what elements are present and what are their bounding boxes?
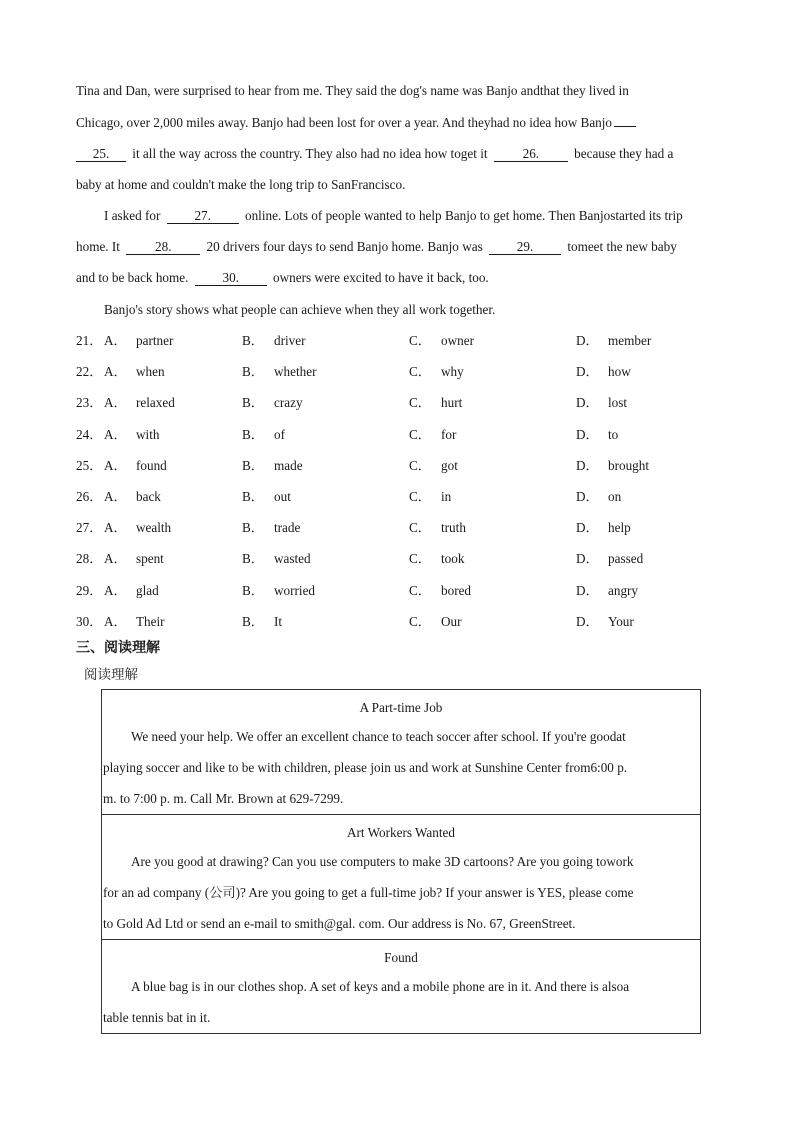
option-text: It xyxy=(274,613,283,629)
option-c[interactable] xyxy=(409,425,456,445)
option-letter: D． xyxy=(576,520,599,536)
question-number: 28． xyxy=(76,551,103,567)
option-letter: C． xyxy=(409,457,431,473)
option-letter: A． xyxy=(104,520,127,536)
option-text: spent xyxy=(136,551,164,567)
option-letter: B． xyxy=(242,613,264,629)
option-text: to xyxy=(608,426,619,442)
option-c[interactable] xyxy=(409,456,458,476)
passage-text: Chicago, over 2,000 miles away. Banjo had been lost for over a year. And theyhad no idea how Banjo xyxy=(76,115,613,130)
ad-line: m. to 7:00 p. m. Call Mr. Brown at 629-7299. xyxy=(103,791,344,806)
question-row xyxy=(76,331,726,351)
option-c[interactable] xyxy=(409,362,464,382)
question-row xyxy=(76,393,726,413)
question-number: 26． xyxy=(76,489,103,504)
option-letter: B． xyxy=(242,457,264,473)
option-b[interactable] xyxy=(242,425,285,445)
option-letter: A． xyxy=(104,426,127,442)
option-b[interactable] xyxy=(242,581,315,601)
option-letter: C． xyxy=(409,582,431,598)
answer-blank[interactable] xyxy=(614,126,636,127)
question-number: 29． xyxy=(76,582,103,598)
option-b[interactable] xyxy=(242,487,291,507)
option-letter: B． xyxy=(242,426,264,442)
question-row xyxy=(76,549,726,569)
option-a[interactable] xyxy=(104,425,159,445)
passage-line: Tina and Dan, were surprised to hear from me. They said the dog's name was Banjo andthat they lived in xyxy=(76,83,629,98)
passage-text: online. Lots of people wanted to help Banjo to get home. Then Banjostarted its trip xyxy=(244,208,683,223)
question-number: 30． xyxy=(76,613,103,629)
option-text: lost xyxy=(608,395,628,411)
question-row xyxy=(76,612,726,632)
option-text: of xyxy=(274,426,285,442)
option-text: glad xyxy=(136,582,159,598)
option-b[interactable] xyxy=(242,331,306,351)
passage-text: tomeet the new baby xyxy=(567,239,677,254)
option-text: trade xyxy=(274,520,301,536)
question-row xyxy=(76,362,726,382)
passage-text: owners were excited to have it back, too. xyxy=(273,270,489,285)
option-text: out xyxy=(274,489,291,504)
option-letter: A． xyxy=(104,613,127,629)
option-text: owner xyxy=(441,333,474,348)
option-text: truth xyxy=(441,520,466,536)
option-b[interactable] xyxy=(242,518,300,538)
option-text: help xyxy=(608,520,631,536)
option-c[interactable] xyxy=(409,487,451,507)
passage-line xyxy=(104,206,683,226)
option-letter: D． xyxy=(576,426,599,442)
option-text: relaxed xyxy=(136,395,175,411)
option-letter: B． xyxy=(242,520,264,536)
ad-line: Are you good at drawing? Can you use computers to make 3D cartoons? Are you going towork xyxy=(131,854,634,869)
question-number: 21． xyxy=(76,333,103,348)
passage-text: 20 drivers four days to send Banjo home. Banjo was xyxy=(206,239,483,254)
passage-text: and to be back home. xyxy=(76,270,189,285)
ad-title: A Part-time Job xyxy=(359,700,443,715)
option-letter: A． xyxy=(104,457,127,473)
ad-found xyxy=(102,940,700,1033)
passage-text: I asked for xyxy=(104,208,161,223)
option-text: passed xyxy=(608,551,644,567)
option-text: wealth xyxy=(136,520,172,536)
option-text: when xyxy=(136,364,165,380)
question-number: 22． xyxy=(76,364,103,380)
option-text: whether xyxy=(274,364,317,380)
option-text: back xyxy=(136,489,161,504)
option-text: crazy xyxy=(274,395,303,411)
option-letter: A． xyxy=(104,551,127,567)
option-letter: B． xyxy=(242,489,264,504)
option-letter: C． xyxy=(409,426,431,442)
answer-blank-27[interactable]: 27. xyxy=(167,209,239,224)
option-d[interactable] xyxy=(576,362,631,382)
option-letter: B． xyxy=(242,333,264,348)
option-b[interactable] xyxy=(242,549,311,569)
option-letter: D． xyxy=(576,551,599,567)
option-b[interactable] xyxy=(242,362,316,382)
option-c[interactable] xyxy=(409,612,462,632)
option-text: in xyxy=(441,489,452,504)
option-letter: C． xyxy=(409,520,431,536)
ad-line: to Gold Ad Ltd or send an e-mail to smith@gal. com. Our address is No. 67, GreenStreet. xyxy=(103,916,576,931)
option-text: Their xyxy=(136,613,165,629)
option-text: angry xyxy=(608,582,639,598)
option-c[interactable] xyxy=(409,581,471,601)
option-letter: B． xyxy=(242,364,264,380)
answer-blank-30[interactable]: 30. xyxy=(195,271,267,286)
ad-title: Found xyxy=(384,950,418,965)
question-row xyxy=(76,581,726,601)
passage-line xyxy=(76,237,677,257)
option-letter: D． xyxy=(576,582,599,598)
option-text: worried xyxy=(274,582,316,598)
question-row xyxy=(76,456,726,476)
option-letter: C． xyxy=(409,551,431,567)
section-subheading: 阅读理解 xyxy=(84,667,138,683)
option-letter: B． xyxy=(242,395,264,411)
option-text: took xyxy=(441,551,465,567)
option-c[interactable] xyxy=(409,393,462,413)
option-text: made xyxy=(274,457,303,473)
option-c[interactable] xyxy=(409,549,464,569)
option-letter: B． xyxy=(242,551,264,567)
option-a[interactable] xyxy=(104,581,159,601)
option-letter: C． xyxy=(409,364,431,380)
answer-blank-25[interactable]: 25. xyxy=(76,147,126,162)
option-d[interactable] xyxy=(576,549,643,569)
option-letter: B． xyxy=(242,582,264,598)
section-heading: 三、阅读理解 xyxy=(76,640,160,656)
passage-line xyxy=(76,144,673,164)
question-row xyxy=(76,518,726,538)
question-number: 25． xyxy=(76,457,103,473)
answer-blank-26[interactable]: 26. xyxy=(494,147,568,162)
option-text: brought xyxy=(608,457,650,473)
ad-line: table tennis bat in it. xyxy=(103,1010,211,1025)
option-text: with xyxy=(136,426,160,442)
passage-line xyxy=(76,268,489,288)
option-d[interactable] xyxy=(576,487,621,507)
option-letter: C． xyxy=(409,395,431,411)
ads-table xyxy=(101,689,701,1034)
option-d[interactable] xyxy=(576,425,618,445)
passage-text: home. It xyxy=(76,239,120,254)
option-c[interactable] xyxy=(409,518,466,538)
passage-line: Banjo's story shows what people can achieve when they all work together. xyxy=(104,302,496,317)
option-a[interactable] xyxy=(104,331,173,351)
option-letter: D． xyxy=(576,613,599,629)
ad-part-time-job xyxy=(102,690,700,815)
option-letter: D． xyxy=(576,457,599,473)
option-letter: A． xyxy=(104,489,127,504)
option-text: for xyxy=(441,426,457,442)
option-d[interactable] xyxy=(576,581,638,601)
option-text: found xyxy=(136,457,167,473)
option-text: got xyxy=(441,457,458,473)
ad-line: A blue bag is in our clothes shop. A set of keys and a mobile phone are in it. And there is alsoa xyxy=(131,979,630,994)
option-b[interactable] xyxy=(242,456,303,476)
option-letter: A． xyxy=(104,364,127,380)
ad-line: for an ad company (公司)? Are you going to get a full-time job? If your answer is YES, please come xyxy=(103,885,634,900)
option-text: wasted xyxy=(274,551,311,567)
option-letter: D． xyxy=(576,489,599,504)
option-text: on xyxy=(608,489,622,504)
option-letter: A． xyxy=(104,582,127,598)
question-number: 23． xyxy=(76,395,103,411)
option-text: partner xyxy=(136,333,174,348)
ad-line: playing soccer and like to be with children, please join us and work at Sunshine Center from6:00 p. xyxy=(103,760,628,775)
option-a[interactable] xyxy=(104,456,167,476)
passage-line xyxy=(76,113,639,133)
option-d[interactable] xyxy=(576,331,651,351)
answer-blank-28[interactable]: 28. xyxy=(126,240,200,255)
question-row xyxy=(76,487,726,507)
option-letter: C． xyxy=(409,489,431,504)
question-number: 27． xyxy=(76,520,103,536)
option-a[interactable] xyxy=(104,362,165,382)
answer-blank-29[interactable]: 29. xyxy=(489,240,561,255)
option-a[interactable] xyxy=(104,487,161,507)
option-text: Your xyxy=(608,613,634,629)
option-letter: A． xyxy=(104,395,127,411)
option-b[interactable] xyxy=(242,393,303,413)
option-d[interactable] xyxy=(576,393,627,413)
option-text: why xyxy=(441,364,464,380)
passage-text: it all the way across the country. They also had no idea how toget it xyxy=(132,146,488,161)
option-letter: D． xyxy=(576,395,599,411)
ad-art-workers xyxy=(102,815,700,940)
option-letter: C． xyxy=(409,333,431,348)
ad-title: Art Workers Wanted xyxy=(347,825,455,840)
option-letter: D． xyxy=(576,364,599,380)
option-letter: C． xyxy=(409,613,431,629)
option-text: Our xyxy=(441,613,462,629)
option-a[interactable] xyxy=(104,393,175,413)
option-d[interactable] xyxy=(576,612,634,632)
option-text: driver xyxy=(274,333,306,348)
option-b[interactable] xyxy=(242,612,282,632)
option-c[interactable] xyxy=(409,331,474,351)
question-row xyxy=(76,425,726,445)
ad-line: We need your help. We offer an excellent chance to teach soccer after school. If you're goodat xyxy=(131,729,626,744)
option-text: hurt xyxy=(441,395,463,411)
option-letter: A． xyxy=(104,333,127,348)
option-a[interactable] xyxy=(104,518,171,538)
option-text: member xyxy=(608,333,652,348)
option-letter: D． xyxy=(576,333,599,348)
option-a[interactable] xyxy=(104,549,164,569)
option-text: how xyxy=(608,364,631,380)
passage-line: baby at home and couldn't make the long trip to SanFrancisco. xyxy=(76,177,406,192)
option-a[interactable] xyxy=(104,612,165,632)
option-text: bored xyxy=(441,582,472,598)
passage-text: because they had a xyxy=(574,146,674,161)
option-d[interactable] xyxy=(576,456,649,476)
option-d[interactable] xyxy=(576,518,631,538)
question-number: 24． xyxy=(76,426,103,442)
